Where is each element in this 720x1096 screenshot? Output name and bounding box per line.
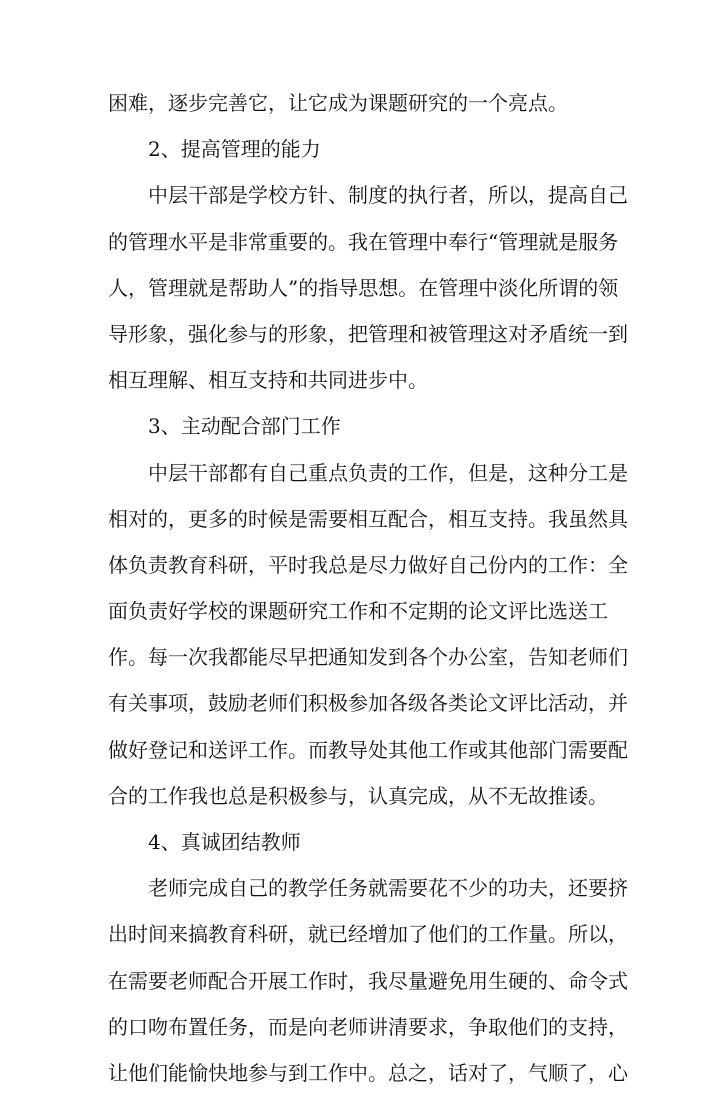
paragraph-line: 有关事项，鼓励老师们积极参加各级各类论文评比活动，并 <box>108 691 628 716</box>
paragraph-line: 作。每一次我都能尽早把通知发到各个办公室，告知老师们 <box>108 645 628 670</box>
paragraph-line: 相对的，更多的时候是需要相互配合，相互支持。我虽然具 <box>108 506 628 531</box>
body-text <box>108 80 628 1096</box>
paragraph-line: 让他们能愉快地参与到工作中。总之，话对了，气顺了，心 <box>108 1060 628 1085</box>
paragraph-line: 中层干部是学校方针、制度的执行者，所以，提高自己 <box>148 183 628 208</box>
paragraph-line: 中层干部都有自己重点负责的工作，但是，这种分工是 <box>148 460 628 485</box>
paragraph-line: 出时间来搞教育科研，就已经增加了他们的工作量。所以， <box>108 922 628 947</box>
paragraph-line: 困难，逐步完善它，让它成为课题研究的一个亮点。 <box>108 91 568 115</box>
paragraph-line: 导形象，强化参与的形象，把管理和被管理这对矛盾统一到 <box>108 321 628 346</box>
paragraph-line: 老师完成自己的教学任务就需要花不少的功夫，还要挤 <box>148 876 628 901</box>
paragraph-line: 做好登记和送评工作。而教导处其他工作或其他部门需要配 <box>108 737 628 762</box>
paragraph-line: 体负责教育科研，平时我总是尽力做好自己份内的工作：全 <box>108 552 628 577</box>
paragraph-line: 在需要老师配合开展工作时，我尽量避免用生硬的、命令式 <box>108 968 628 993</box>
paragraph-line: 面负责好学校的课题研究工作和不定期的论文评比选送工 <box>108 599 608 624</box>
paragraph-line: 合的工作我也总是积极参与，认真完成，从不无故推诿。 <box>108 783 608 808</box>
section-heading: 3、主动配合部门工作 <box>148 414 341 439</box>
paragraph-line: 相互理解、相互支持和共同进步中。 <box>108 368 428 393</box>
paragraph-line: 的口吻布置任务，而是向老师讲清要求，争取他们的支持， <box>108 1014 628 1039</box>
paragraph-line: 的管理水平是非常重要的。我在管理中奉行“管理就是服务 <box>108 229 619 254</box>
section-heading: 2、提高管理的能力 <box>148 137 321 162</box>
section-heading: 4、真诚团结教师 <box>148 830 301 854</box>
paragraph-line: 人，管理就是帮助人”的指导思想。在管理中淡化所谓的领 <box>108 275 619 300</box>
